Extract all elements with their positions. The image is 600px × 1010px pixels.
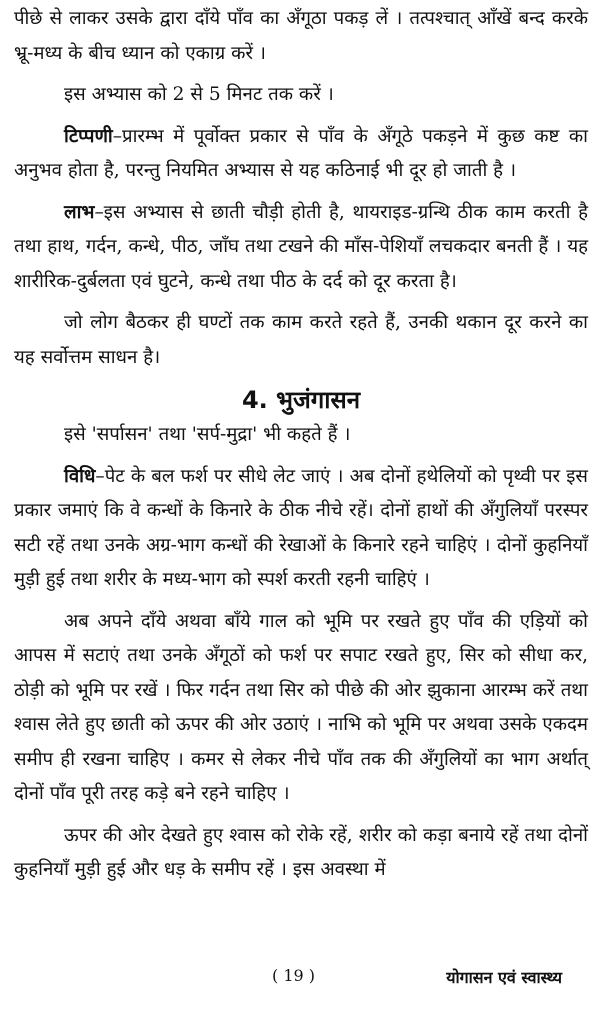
paragraph-text: जो लोग बैठकर ही घण्टों तक काम करते रहते हैं, उनकी थकान दूर करने का यह सर्वोत्तम साधन है। (14, 312, 588, 368)
paragraph-text: पीछे से लाकर उसके द्वारा दाँये पाँव का अँगूठा पकड़ लें । तत्पश्चात् आँखें बन्द करके भ्रू-मध्य के बीच ध्यान को एकाग्र करें । (14, 8, 588, 64)
paragraph-lead: लाभ (64, 201, 95, 223)
paragraph-benefits (14, 196, 588, 300)
paragraph-text: ऊपर की ओर देखते हुए श्वास को रोके रहें, शरीर को कड़ा बनाये रहें तथा दोनों कुहनियाँ मुड़ी हुई और धड़ के समीप रहें । इस अवस्था में (14, 824, 588, 880)
paragraph-hold (14, 819, 588, 888)
paragraph-note (14, 120, 588, 189)
paragraph-procedure (14, 605, 588, 812)
paragraph-text: इस अभ्यास को 2 से 5 मिनट तक करें । (64, 84, 334, 105)
section-heading: 4. भुजंगासन (241, 386, 361, 414)
page-body (14, 2, 588, 895)
paragraph-lead: टिप्पणी (64, 125, 113, 147)
paragraph-continuation (14, 2, 588, 71)
paragraph-text: –प्रारम्भ में पूर्वोक्त प्रकार से पाँव के अँगूठे पकड़ने में कुछ कष्ट का अनुभव होता है, परन्तु नियमित अभ्यास से यह कठिनाई भी दूर हो जाती है । (14, 125, 588, 181)
page-number: ( 19 ) (272, 966, 316, 985)
paragraph-alias (14, 418, 588, 453)
paragraph-text: अब अपने दाँये अथवा बाँये गाल को भूमि पर रखते हुए पाँव की एड़ियों को आपस में सटाएं तथा उनके अँगूठों को फर्श पर सपाट रखते हुए, सिर को सीधा कर, ठोड़ी को भूमि पर रखें । फिर गर्दन तथा सिर को पीछे की ओर झुकाना आरम्भ करें तथा श्वास लेते हुए छाती को ऊपर की ओर उठाएं । नाभि को भूमि पर अथवा उसके एकदम समीप ही रखना चाहिए । कमर से लेकर नीचे पाँव तक की अँगुलियों का भाग अर्थात् दोनों पाँव पूरी तरह कड़े बने रहने चाहिए । (14, 610, 588, 804)
paragraph-text: इसे 'सर्पासन' तथा 'सर्प-मुद्रा' भी कहते हैं । (64, 424, 351, 445)
page-footer (0, 966, 600, 996)
paragraph-fatigue (14, 306, 588, 375)
paragraph-lead: विधि (64, 465, 96, 487)
paragraph-text: –पेट के बल फर्श पर सीधे लेट जाएं । अब दोनों हथेलियों को पृथ्वी पर इस प्रकार जमाएं कि वे कन्धों के किनारे के ठीक नीचे रहें। दोनों हाथों की अँगुलियाँ परस्पर सटी रहें तथा उनके अग्र-भाग कन्धों की रेखाओं के किनारे रहने चाहिएं । दोनों कुहनियाँ मुड़ी हुई तथा शरीर के मध्य-भाग को स्पर्श करती रहनी चाहिएं । (14, 465, 588, 590)
paragraph-text: –इस अभ्यास से छाती चौड़ी होती है, थायराइड-ग्रन्थि ठीक काम करती है तथा हाथ, गर्दन, कन्धे, पीठ, जाँघ तथा टखने की माँस-पेशियाँ लचकदार बनती हैं । यह शारीरिक-दुर्बलता एवं घुटने, कन्धे तथा पीठ के दर्द को दूर करता है। (14, 201, 588, 292)
paragraph-duration (14, 78, 588, 113)
book-title: योगासन एवं स्वास्थ्य (446, 968, 562, 987)
paragraph-method (14, 460, 588, 598)
